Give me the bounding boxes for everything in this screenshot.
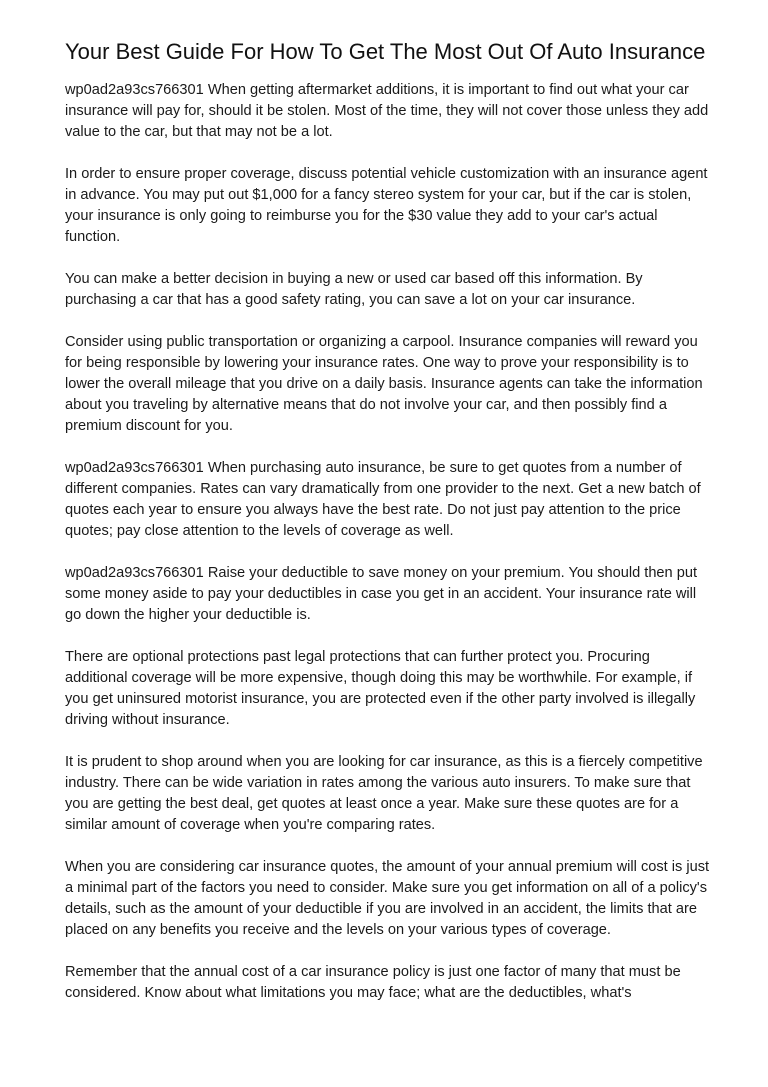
paragraph-5: wp0ad2a93cs766301 When purchasing auto insurance, be sure to get quotes from a number of different companies. Rates can vary dramatically from one provider to the next. Get a new batch of quotes each year to ensure you always have the best rate. Do not just pay attention to the price quotes; pay close attention to the levels of coverage as well.	[65, 460, 701, 539]
paragraph-3: You can make a better decision in buying a new or used car based off this information. By purchasing a car that has a good safety rating, you can save a lot on your car insurance.	[65, 271, 643, 308]
paragraph-1: wp0ad2a93cs766301 When getting aftermarket additions, it is important to find out what your car insurance will pay for, should it be stolen. Most of the time, they will not cover those unless they add value to the car, but that may not be a lot.	[65, 82, 709, 140]
document-body	[65, 40, 713, 1025]
paragraph-4: Consider using public transportation or organizing a carpool. Insurance companies will reward you for being responsible by lowering your insurance rates. One way to prove your responsibility is to lower the overall mileage that you drive on a daily basis. Insurance agents can take the information about you traveling by alternative means that do not involve your car, and then possibly find a premium discount for you.	[65, 334, 703, 434]
paragraph-9: When you are considering car insurance quotes, the amount of your annual premium will cost is just a minimal part of the factors you need to consider. Make sure you get information on all of a policy's details, such as the amount of your deductible if you are involved in an accident, the limits that are placed on any benefits you receive and the levels on your various types of coverage.	[65, 859, 710, 938]
paragraph-7: There are optional protections past legal protections that can further protect you. Procuring additional coverage will be more expensive, though doing this may be worthwhile. For example, if you get uninsured motorist insurance, you are protected even if the other party involved is illegally driving without insurance.	[65, 649, 696, 728]
paragraph-10: Remember that the annual cost of a car insurance policy is just one factor of many that must be considered. Know about what limitations you may face; what are the deductibles, what's	[65, 964, 681, 1001]
paragraph-6: wp0ad2a93cs766301 Raise your deductible to save money on your premium. You should then put some money aside to pay your deductibles in case you get in an accident. Your insurance rate will go down the higher your deductible is.	[65, 565, 698, 623]
page-title: Your Best Guide For How To Get The Most Out Of Auto Insurance	[65, 39, 706, 64]
paragraph-8: It is prudent to shop around when you are looking for car insurance, as this is a fiercely competitive industry. There can be wide variation in rates among the various auto insurers. To make sure that you are getting the best deal, get quotes at least once a year. Make sure these quotes are for a similar amount of coverage when you're comparing rates.	[65, 754, 703, 833]
paragraph-2: In order to ensure proper coverage, discuss potential vehicle customization with an insurance agent in advance. You may put out $1,000 for a fancy stereo system for your car, but if the car is stolen, your insurance is only going to reimburse you for the $30 value they add to your car's actual function.	[65, 166, 708, 245]
